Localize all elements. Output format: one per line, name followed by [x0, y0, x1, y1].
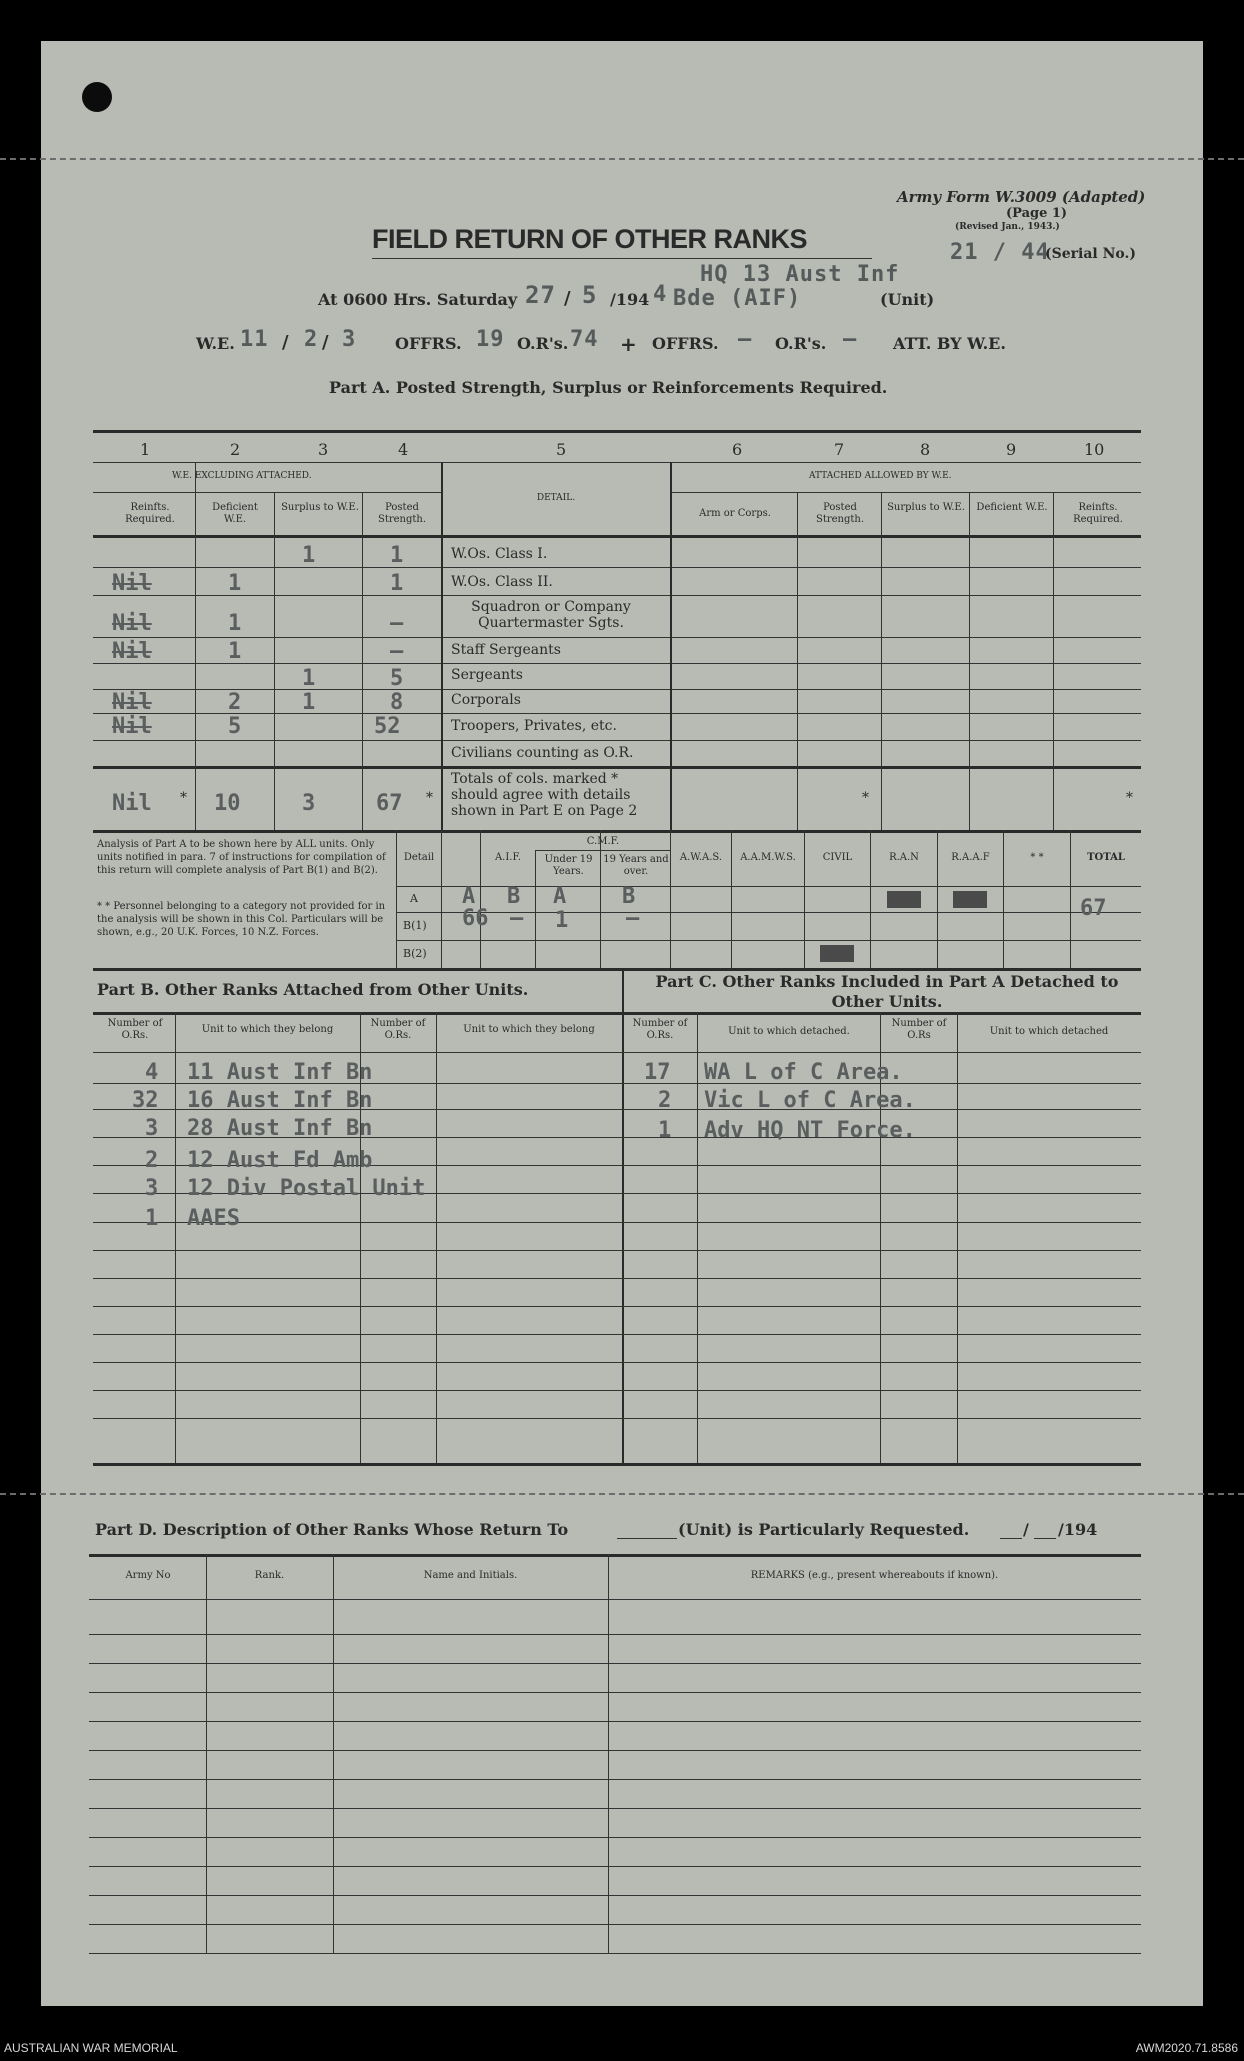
form-title: FIELD RETURN OF OTHER RANKS [372, 224, 807, 254]
group-header-right: ATTACHED ALLOWED BY W.E. [809, 471, 952, 481]
part-c-num-3: 1 [658, 1118, 672, 1143]
part-c-unit-3: Adv HQ NT Force. [704, 1118, 916, 1143]
part-d-hdr-name: Name and Initials. [423, 1570, 518, 1581]
row-civilians: Civilians counting as O.R. [451, 745, 634, 761]
date-day: 27 [525, 281, 556, 309]
part-b-num-6: 1 [145, 1206, 159, 1231]
hdr-surplus: Surplus to W.E. [281, 502, 359, 513]
part-b-unit-1: 11 Aust Inf Bn [187, 1060, 373, 1085]
analysis-total: 67 [1080, 896, 1107, 921]
b1-cmf-b: – [626, 906, 640, 931]
col-number-4: 4 [398, 440, 409, 459]
at-label: At 0600 Hrs. Saturday [318, 290, 518, 309]
part-b-num-4: 2 [145, 1148, 159, 1173]
col-number-5: 5 [556, 440, 567, 459]
def-pte: 5 [228, 714, 242, 739]
reinf-pte: Nil [112, 714, 152, 739]
cmf-a: A [553, 884, 567, 909]
star-2: * [426, 790, 433, 806]
col-number-8: 8 [920, 440, 931, 459]
part-c-hdr-num2: Number of O.Rs [891, 1018, 947, 1041]
star-4: * [1126, 790, 1133, 806]
group-header-left: W.E. EXCLUDING ATTACHED. [172, 471, 312, 481]
part-b-unit-6: AAES [187, 1206, 240, 1231]
raaf-cancel-stamp [953, 891, 987, 908]
part-b-unit-3: 28 Aust Inf Bn [187, 1116, 373, 1141]
serial-value: 21 / 44 [950, 240, 1050, 265]
part-d-title-b: (Unit) is Particularly Requested. [678, 1520, 970, 1539]
hdr-posted-strength: Posted Strength. [377, 502, 427, 525]
part-b-hdr-num1: Number of O.Rs. [107, 1018, 163, 1041]
date-month: 5 [582, 281, 598, 309]
row-staff-sergeants: Staff Sergeants [451, 642, 561, 658]
posted-wo2: 1 [390, 571, 404, 596]
b1-cmf-a: 1 [555, 908, 569, 933]
col-number-10: 10 [1084, 440, 1105, 459]
we-value-3: 3 [342, 327, 357, 352]
part-b-hdr-num2: Number of O.Rs. [370, 1018, 426, 1041]
part-d-title-a: Part D. Description of Other Ranks Whose Return To [95, 1520, 569, 1539]
hdr-att-deficient: Deficient W.E. [976, 502, 1048, 513]
part-b-hdr-unit1: Unit to which they belong [201, 1024, 334, 1035]
posted-wo1: 1 [390, 543, 404, 568]
unit-line2: Bde (AIF) [673, 286, 802, 311]
we-value-1: 11 [240, 327, 269, 352]
part-c-unit-1: WA L of C Area. [704, 1060, 903, 1085]
posted-sgt: 5 [390, 666, 404, 691]
analysis-hdr-aamws: A.A.M.W.S. [740, 852, 796, 863]
unit-label: (Unit) [880, 290, 935, 309]
reinf-wo2: Nil [112, 571, 152, 596]
hdr-att-reinfts: Reinfts. Required. [1073, 502, 1123, 525]
analysis-row-a: A [410, 892, 418, 905]
civil-cancel-stamp [820, 945, 854, 962]
part-b-num-1: 4 [145, 1060, 159, 1085]
part-a-title: Part A. Posted Strength, Surplus or Reinforcements Required. [329, 378, 888, 397]
analysis-hdr-ran: R.A.N [889, 852, 919, 863]
total-posted: 67 [376, 791, 403, 816]
hdr-reinfts-required: Reinfts. Required. [125, 502, 175, 525]
part-d-hdr-remarks: REMARKS (e.g., present whereabouts if known). [750, 1570, 999, 1581]
row-sergeants: Sergeants [451, 667, 523, 683]
ors-label: O.R's. [517, 334, 569, 353]
part-b-unit-2: 16 Aust Inf Bn [187, 1088, 373, 1113]
surplus-cpl: 1 [302, 690, 316, 715]
analysis-hdr-detail: Detail [403, 852, 435, 863]
surplus-wo1: 1 [302, 543, 316, 568]
date-year-prefix: /194 [610, 290, 650, 309]
part-b-title: Part B. Other Ranks Attached from Other Units. [97, 980, 529, 999]
posted-cqms: – [390, 611, 404, 636]
analysis-hdr-cmf: C.M.F. [586, 836, 620, 847]
reinf-ssgt: Nil [112, 639, 152, 664]
part-b-hdr-unit2: Unit to which they belong [463, 1024, 595, 1035]
hdr-att-surplus: Surplus to W.E. [887, 502, 965, 513]
b1-aif-a: 66 [462, 906, 489, 931]
analysis-note-1: Analysis of Part A to be shown here by ALL units. Only units notified in para. 7 of instructions for compilation of this return will complete analysis of Part B(1) and B(2). [97, 839, 386, 876]
form-number: Army Form W.3009 (Adapted) [897, 188, 1146, 206]
part-c-num-2: 2 [658, 1088, 672, 1113]
analysis-hdr-total: TOTAL [1087, 852, 1125, 863]
analysis-hdr-other: * * [1030, 852, 1044, 863]
total-def: 10 [214, 791, 241, 816]
part-b-unit-5: 12 Div Postal Unit [187, 1176, 426, 1201]
col-number-6: 6 [732, 440, 743, 459]
analysis-note-2: * * Personnel belonging to a category not provided for in the analysis will be shown in this Col. Particulars will be shown, e.g., 20 U.K. Forces, 10 N.Z. Forces. [97, 901, 386, 938]
date-year-suffix: 4 [653, 282, 668, 307]
we-label: W.E. [196, 334, 235, 353]
def-ssgt: 1 [228, 639, 242, 664]
surplus-sgt: 1 [302, 666, 316, 691]
part-b-num-5: 3 [145, 1176, 159, 1201]
perforation-top [0, 158, 1244, 160]
ors-value: 74 [570, 327, 599, 352]
total-reinf: Nil [112, 791, 152, 816]
posted-pte: 52 [374, 714, 401, 739]
star-3: * [862, 790, 869, 806]
row-wo-class1: W.Os. Class I. [451, 546, 548, 562]
part-b-num-3: 3 [145, 1116, 159, 1141]
star-1: * [180, 790, 187, 806]
part-c-num-1: 17 [644, 1060, 671, 1085]
row-cqms: Squadron or Company Quartermaster Sgts. [471, 599, 631, 631]
col-number-7: 7 [834, 440, 845, 459]
analysis-row-b1: B(1) [403, 919, 427, 932]
analysis-row-b2: B(2) [403, 947, 427, 960]
def-cpl: 2 [228, 690, 242, 715]
analysis-hdr-raaf: R.A.A.F [951, 852, 990, 863]
offrs-value: 19 [476, 327, 505, 352]
att-label: ATT. BY W.E. [893, 334, 1006, 353]
ran-cancel-stamp [887, 891, 921, 908]
aif-a: A [462, 884, 476, 909]
col-number-3: 3 [318, 440, 329, 459]
offrs2-value: – [738, 327, 753, 352]
hdr-detail: DETAIL. [536, 493, 576, 503]
cmf-b: B [622, 884, 636, 909]
perforation-middle [0, 1493, 1244, 1495]
part-c-title: Part C. Other Ranks Included in Part A Detached to Other Units. [655, 972, 1119, 1011]
ors2-value: – [843, 327, 858, 352]
posted-ssgt: – [390, 639, 404, 664]
part-b-unit-4: 12 Aust Fd Amb [187, 1148, 373, 1173]
part-c-hdr-unit2: Unit to which detached [989, 1026, 1109, 1037]
analysis-hdr-19over: 19 Years and over. [603, 854, 669, 877]
part-d-title-c: /194 [1058, 1520, 1098, 1539]
col-number-2: 2 [230, 440, 241, 459]
serial-label: (Serial No.) [1045, 246, 1136, 262]
part-d-hdr-army-no: Army No [125, 1570, 171, 1581]
def-wo2: 1 [228, 571, 242, 596]
analysis-hdr-civil: CIVIL [822, 852, 853, 863]
punch-hole [82, 82, 112, 112]
analysis-hdr-aif: A.I.F. [494, 852, 522, 863]
we-value-2: 2 [304, 327, 319, 352]
posted-cpl: 8 [390, 690, 404, 715]
hdr-arm-corps: Arm or Corps. [699, 508, 771, 519]
part-b-num-2: 32 [132, 1088, 159, 1113]
footer-accession: AWM2020.71.8586 [1135, 2041, 1238, 2055]
analysis-hdr-under19: Under 19 Years. [544, 854, 593, 877]
form-page: (Page 1) [1006, 206, 1068, 221]
form-revised: (Revised Jan., 1943.) [955, 222, 1060, 232]
footer-source: AUSTRALIAN WAR MEMORIAL [4, 2041, 178, 2055]
reinf-cpl: Nil [112, 690, 152, 715]
hdr-att-posted: Posted Strength. [815, 502, 865, 525]
row-corporals: Corporals [451, 692, 521, 708]
plus-sign: + [620, 332, 637, 356]
part-c-unit-2: Vic L of C Area. [704, 1088, 916, 1113]
hdr-deficient: Deficient W.E. [212, 502, 258, 525]
part-c-hdr-num1: Number of O.Rs. [632, 1018, 688, 1041]
unit-line1: HQ 13 Aust Inf [700, 262, 900, 287]
col-number-1: 1 [140, 440, 151, 459]
part-c-hdr-unit1: Unit to which detached. [728, 1026, 850, 1037]
offrs-label: OFFRS. [395, 334, 462, 353]
part-d-hdr-rank: Rank. [254, 1570, 285, 1581]
row-privates: Troopers, Privates, etc. [451, 718, 617, 734]
b1-aif-b: – [510, 906, 524, 931]
offrs2-label: OFFRS. [652, 334, 719, 353]
row-totals: Totals of cols. marked * should agree with details shown in Part E on Page 2 [451, 771, 638, 819]
col-number-9: 9 [1006, 440, 1017, 459]
row-wo-class2: W.Os. Class II. [451, 574, 553, 590]
ors2-label: O.R's. [775, 334, 827, 353]
aif-b: B [507, 884, 521, 909]
reinf-cqms: Nil [112, 611, 152, 636]
total-surplus: 3 [302, 791, 316, 816]
analysis-hdr-awas: A.W.A.S. [679, 852, 723, 863]
def-cqms: 1 [228, 611, 242, 636]
